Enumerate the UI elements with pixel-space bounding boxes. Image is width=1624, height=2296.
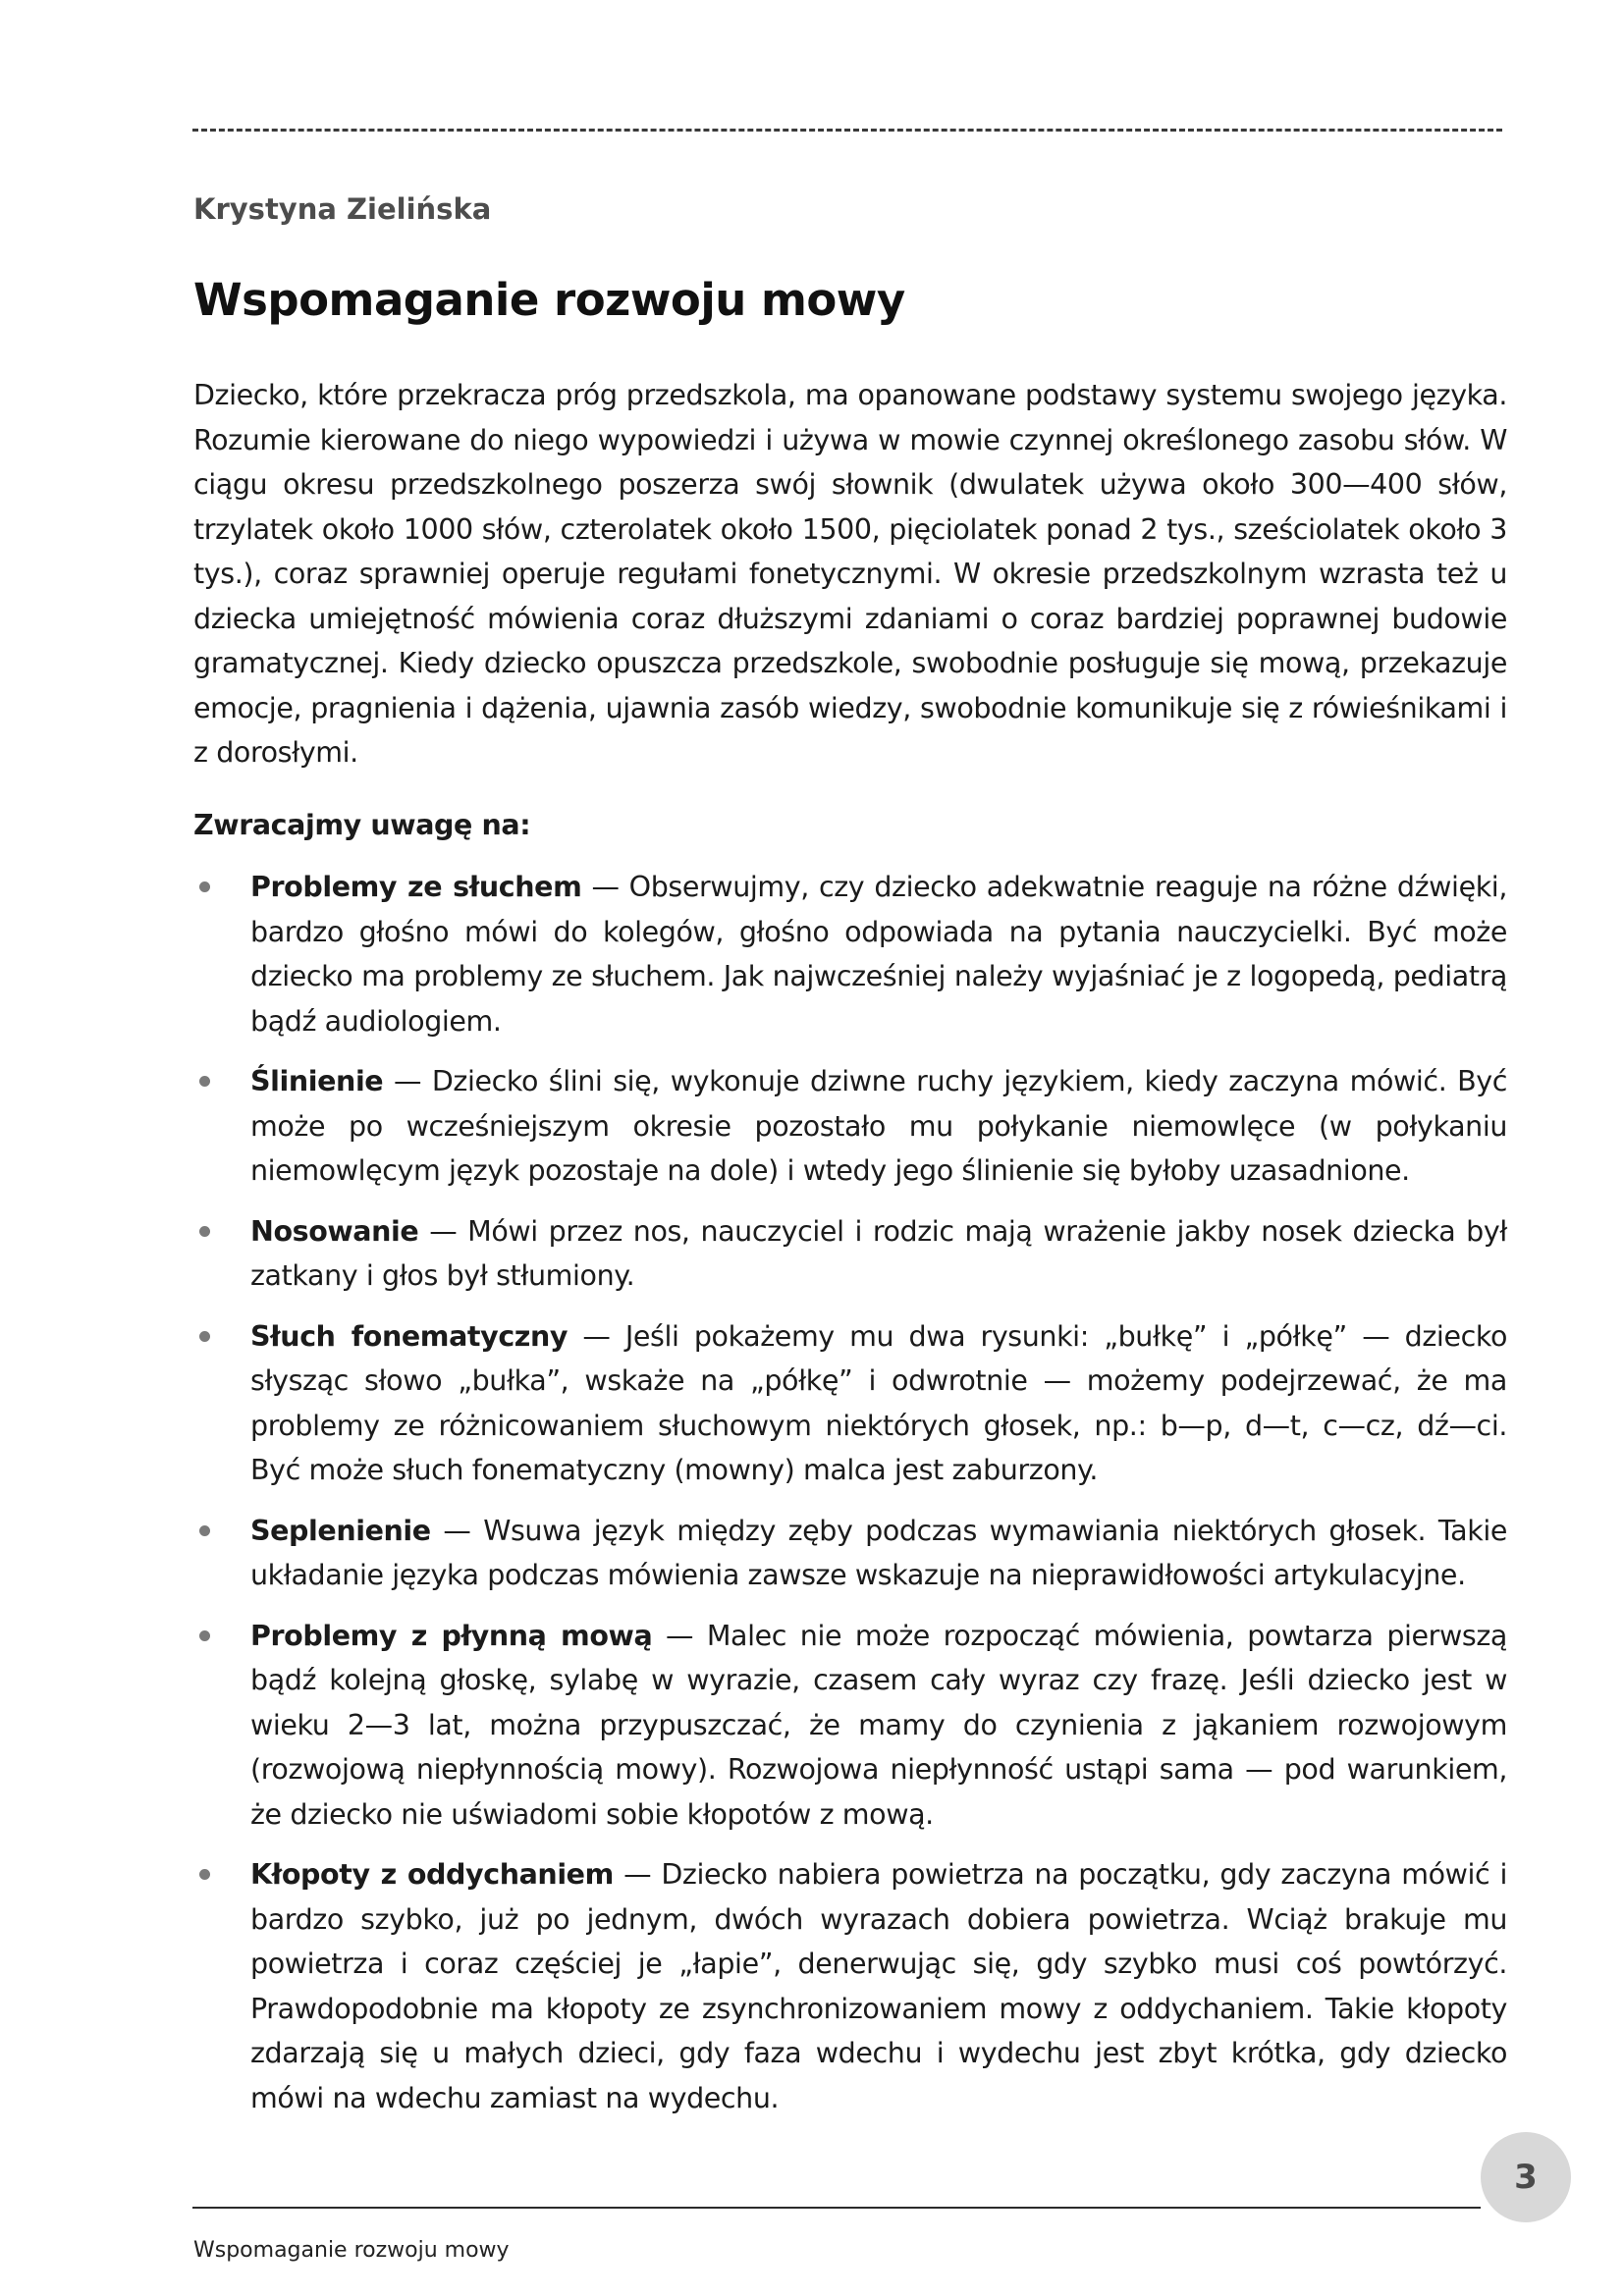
footer-divider (192, 2207, 1481, 2209)
bullet-icon (199, 1869, 210, 1880)
article-body (193, 373, 1507, 2136)
list-item-term: Seplenienie (250, 1514, 431, 1547)
list-item-term: Nosowanie (250, 1214, 419, 1248)
list-item (193, 1614, 1507, 1838)
list-item (193, 1314, 1507, 1493)
list-item-text: — Malec nie może rozpocząć mówienia, powtarza pierwszą bądź kolejną głoskę, sylabę w wyrazie, czasem cały wyraz czy frazę. Jeśli dziecko jest w wieku 2—3 lat, można przypuszczać, że mamy do czynienia z jąkaniem rozwojowym (rozwojową niepłynnością mowy). Rozwojowa niepłynność ustąpi sama — pod warunkiem, że dziecko nie uświadomi sobie kłopotów z mową. (250, 1619, 1507, 1831)
list-item-term: Problemy z płynną mową (250, 1619, 653, 1652)
list-item-text: — Dziecko ślini się, wykonuje dziwne ruchy językiem, kiedy zaczyna mówić. Być może po wcześniejszym okresie pozostało mu połykanie niemowlęce (w połykaniu niemowlęcym język pozostaje na dole) i wtedy jego ślinienie się byłoby uzasadnione. (250, 1065, 1507, 1187)
bullet-icon (199, 1525, 210, 1536)
list-item (193, 1509, 1507, 1598)
list-item-text: — Jeśli pokażemy mu dwa rysunki: „bułkę” i „półkę” — dziecko słysząc słowo „bułka”, wskaże na „półkę” i odwrotnie — możemy podejrzewać, że ma problemy ze różnicowaniem słuchowym niektórych głosek, np.: b—p, d—t, c—cz, dź—ci. Być może słuch fonematyczny (mowny) malca jest zaburzony. (250, 1319, 1507, 1486)
footer-running-title: Wspomaganie rozwoju mowy (193, 2238, 510, 2263)
bullet-icon (199, 1076, 210, 1087)
bullet-icon (199, 881, 210, 892)
list-item-term: Ślinienie (250, 1065, 384, 1097)
section-subheading: Zwracajmy uwagę na: (193, 808, 531, 841)
list-item-text: — Obserwujmy, czy dziecko adekwatnie reaguje na różne dźwięki, bardzo głośno mówi do kolegów, głośno odpowiada na pytania nauczycielki. Być może dziecko ma problemy ze słuchem. Jak najwcześniej należy wyjaśniać je z logopedą, pediatrą bądź audiologiem. (250, 871, 1507, 1038)
page-number: 3 (1514, 2158, 1538, 2197)
list-item (193, 1059, 1507, 1194)
list-item (193, 1209, 1507, 1299)
bullet-icon (199, 1630, 210, 1641)
top-dashed-divider (192, 129, 1502, 132)
list-item-term: Kłopoty z oddychaniem (250, 1858, 614, 1891)
symptom-list (193, 865, 1507, 2120)
list-item (193, 1852, 1507, 2120)
article-title: Wspomaganie rozwoju mowy (193, 274, 905, 326)
author-name: Krystyna Zielińska (193, 192, 492, 226)
list-item (193, 865, 1507, 1043)
list-item-text: — Dziecko nabiera powietrza na początku, gdy zaczyna mówić i bardzo szybko, już po jednym, dwóch wyrazach dobiera powietrza. Wciąż brakuje mu powietrza i coraz częściej je „łapie”, denerwując się, gdy szybko musi coś powtórzyć. Prawdopodobnie ma kłopoty ze zsynchronizowaniem mowy z oddychaniem. Takie kłopoty zdarzają się u małych dzieci, gdy faza wdechu i wydechu jest zbyt krótka, gdy dziecko mówi na wdechu zamiast na wydechu. (250, 1858, 1507, 2114)
intro-paragraph: Dziecko, które przekracza próg przedszkola, ma opanowane podstawy systemu swojego języka. Rozumie kierowane do niego wypowiedzi i używa w mowie czynnej określonego zasobu słów. W ciągu okresu przedszkolnego poszerza swój słownik (dwulatek używa około 300—400 słów, trzylatek około 1000 słów, czterolatek około 1500, pięciolatek ponad 2 tys., sześciolatek około 3 tys.), coraz sprawniej operuje regułami fonetycznymi. W okresie przedszkolnym wzrasta też u dziecka umiejętność mówienia coraz dłuższymi zdaniami o coraz bardziej poprawnej budowie gramatycznej. Kiedy dziecko opuszcza przedszkole, swobodnie posługuje się mową, przekazuje emocje, pragnienia i dążenia, ujawnia zasób wiedzy, swobodnie komunikuje się z rówieśnikami i z dorosłymi. (193, 379, 1507, 769)
page-number-badge (1481, 2132, 1571, 2222)
list-item-text: — Mówi przez nos, nauczyciel i rodzic mają wrażenie jakby nosek dziecka był zatkany i głos był stłumiony. (250, 1214, 1507, 1292)
bullet-icon (199, 1226, 210, 1237)
list-item-term: Problemy ze słuchem (250, 871, 582, 903)
bullet-icon (199, 1331, 210, 1342)
list-item-term: Słuch fonematyczny (250, 1319, 568, 1353)
list-item-text: — Wsuwa język między zęby podczas wymawiania niektórych głosek. Takie układanie języka podczas mówienia zawsze wskazuje na nieprawidłowości artykulacyjne. (250, 1514, 1507, 1591)
